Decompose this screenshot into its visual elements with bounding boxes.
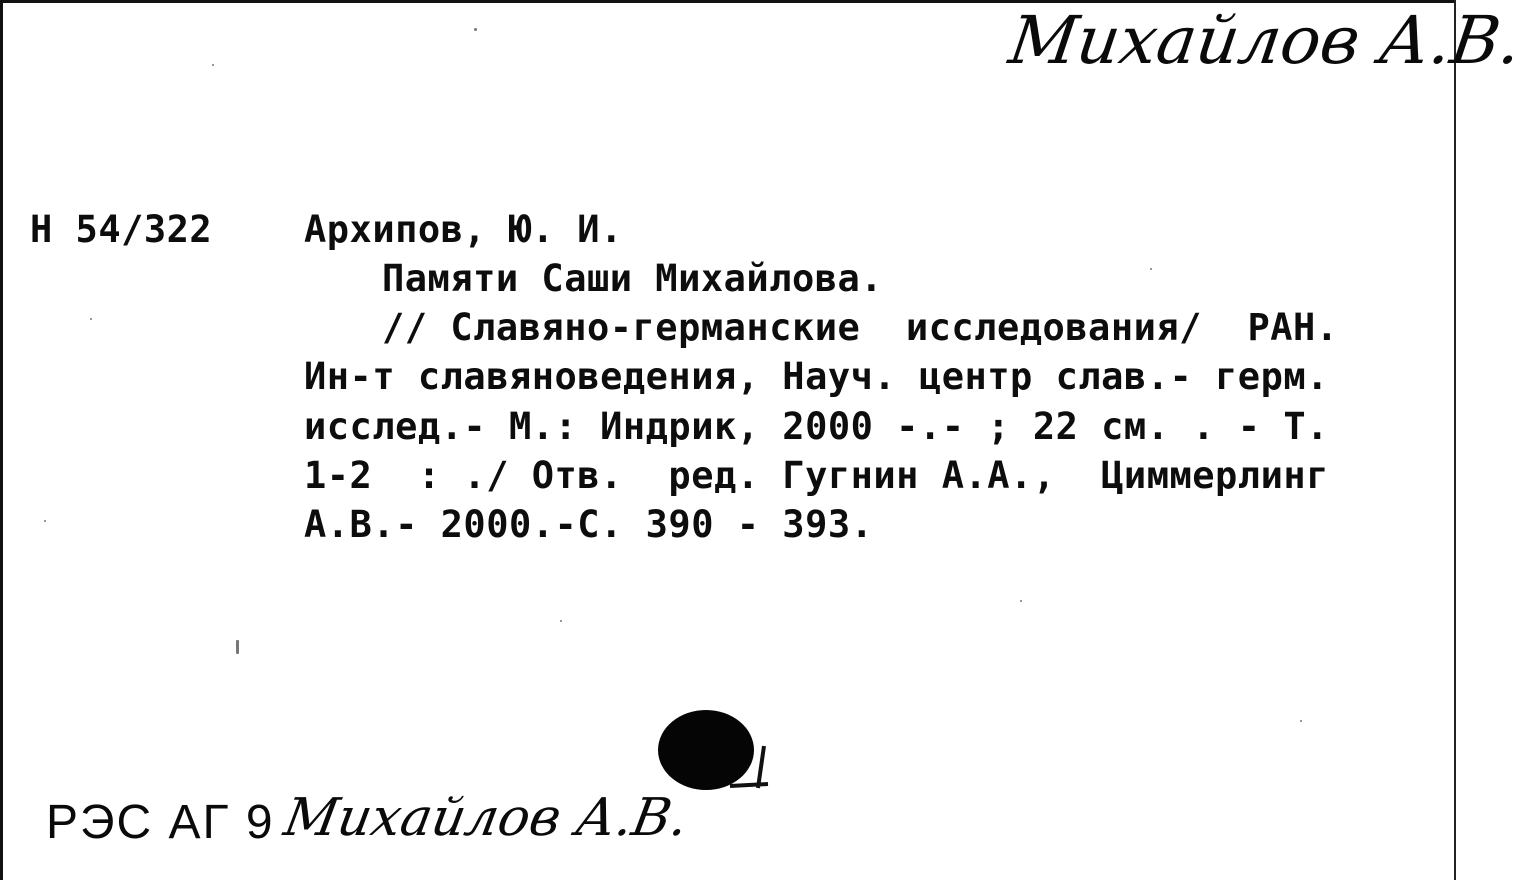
card-right-edge (1454, 0, 1456, 880)
entry-line-4: 1-2 : ./ Отв. ред. Гугнин А.А., Циммерлинг (304, 454, 1329, 497)
speck (212, 64, 214, 66)
shelfmark: Н 54/322 (30, 208, 213, 251)
speck (474, 28, 477, 31)
entry-title: Памяти Саши Михайлова. (382, 257, 884, 300)
speck (90, 318, 92, 320)
speck (1020, 600, 1022, 602)
footer-signature: Михайлов А.В. (279, 788, 693, 848)
footer-stamp-code: РЭС АГ 9 (46, 796, 275, 849)
header-signature: Михайлов А.В. (1004, 2, 1526, 79)
entry-line-3: исслед.- М.: Индрик, 2000 -.- ; 22 см. . - Т. (304, 405, 1329, 448)
card-left-edge (0, 0, 3, 880)
hole-mark-icon (718, 738, 788, 798)
speck (1150, 268, 1152, 270)
speck (560, 620, 562, 622)
entry-author: Архипов, Ю. И. (304, 208, 623, 251)
speck (1300, 720, 1302, 722)
speck (236, 640, 239, 654)
speck (44, 520, 46, 522)
entry-line-2: Ин-т славяноведения, Науч. центр слав.- герм. (304, 355, 1329, 398)
entry-line-1: // Славяно-германские исследования/ РАН. (382, 306, 1339, 349)
entry-line-5: А.В.- 2000.-С. 390 - 393. (304, 503, 874, 546)
